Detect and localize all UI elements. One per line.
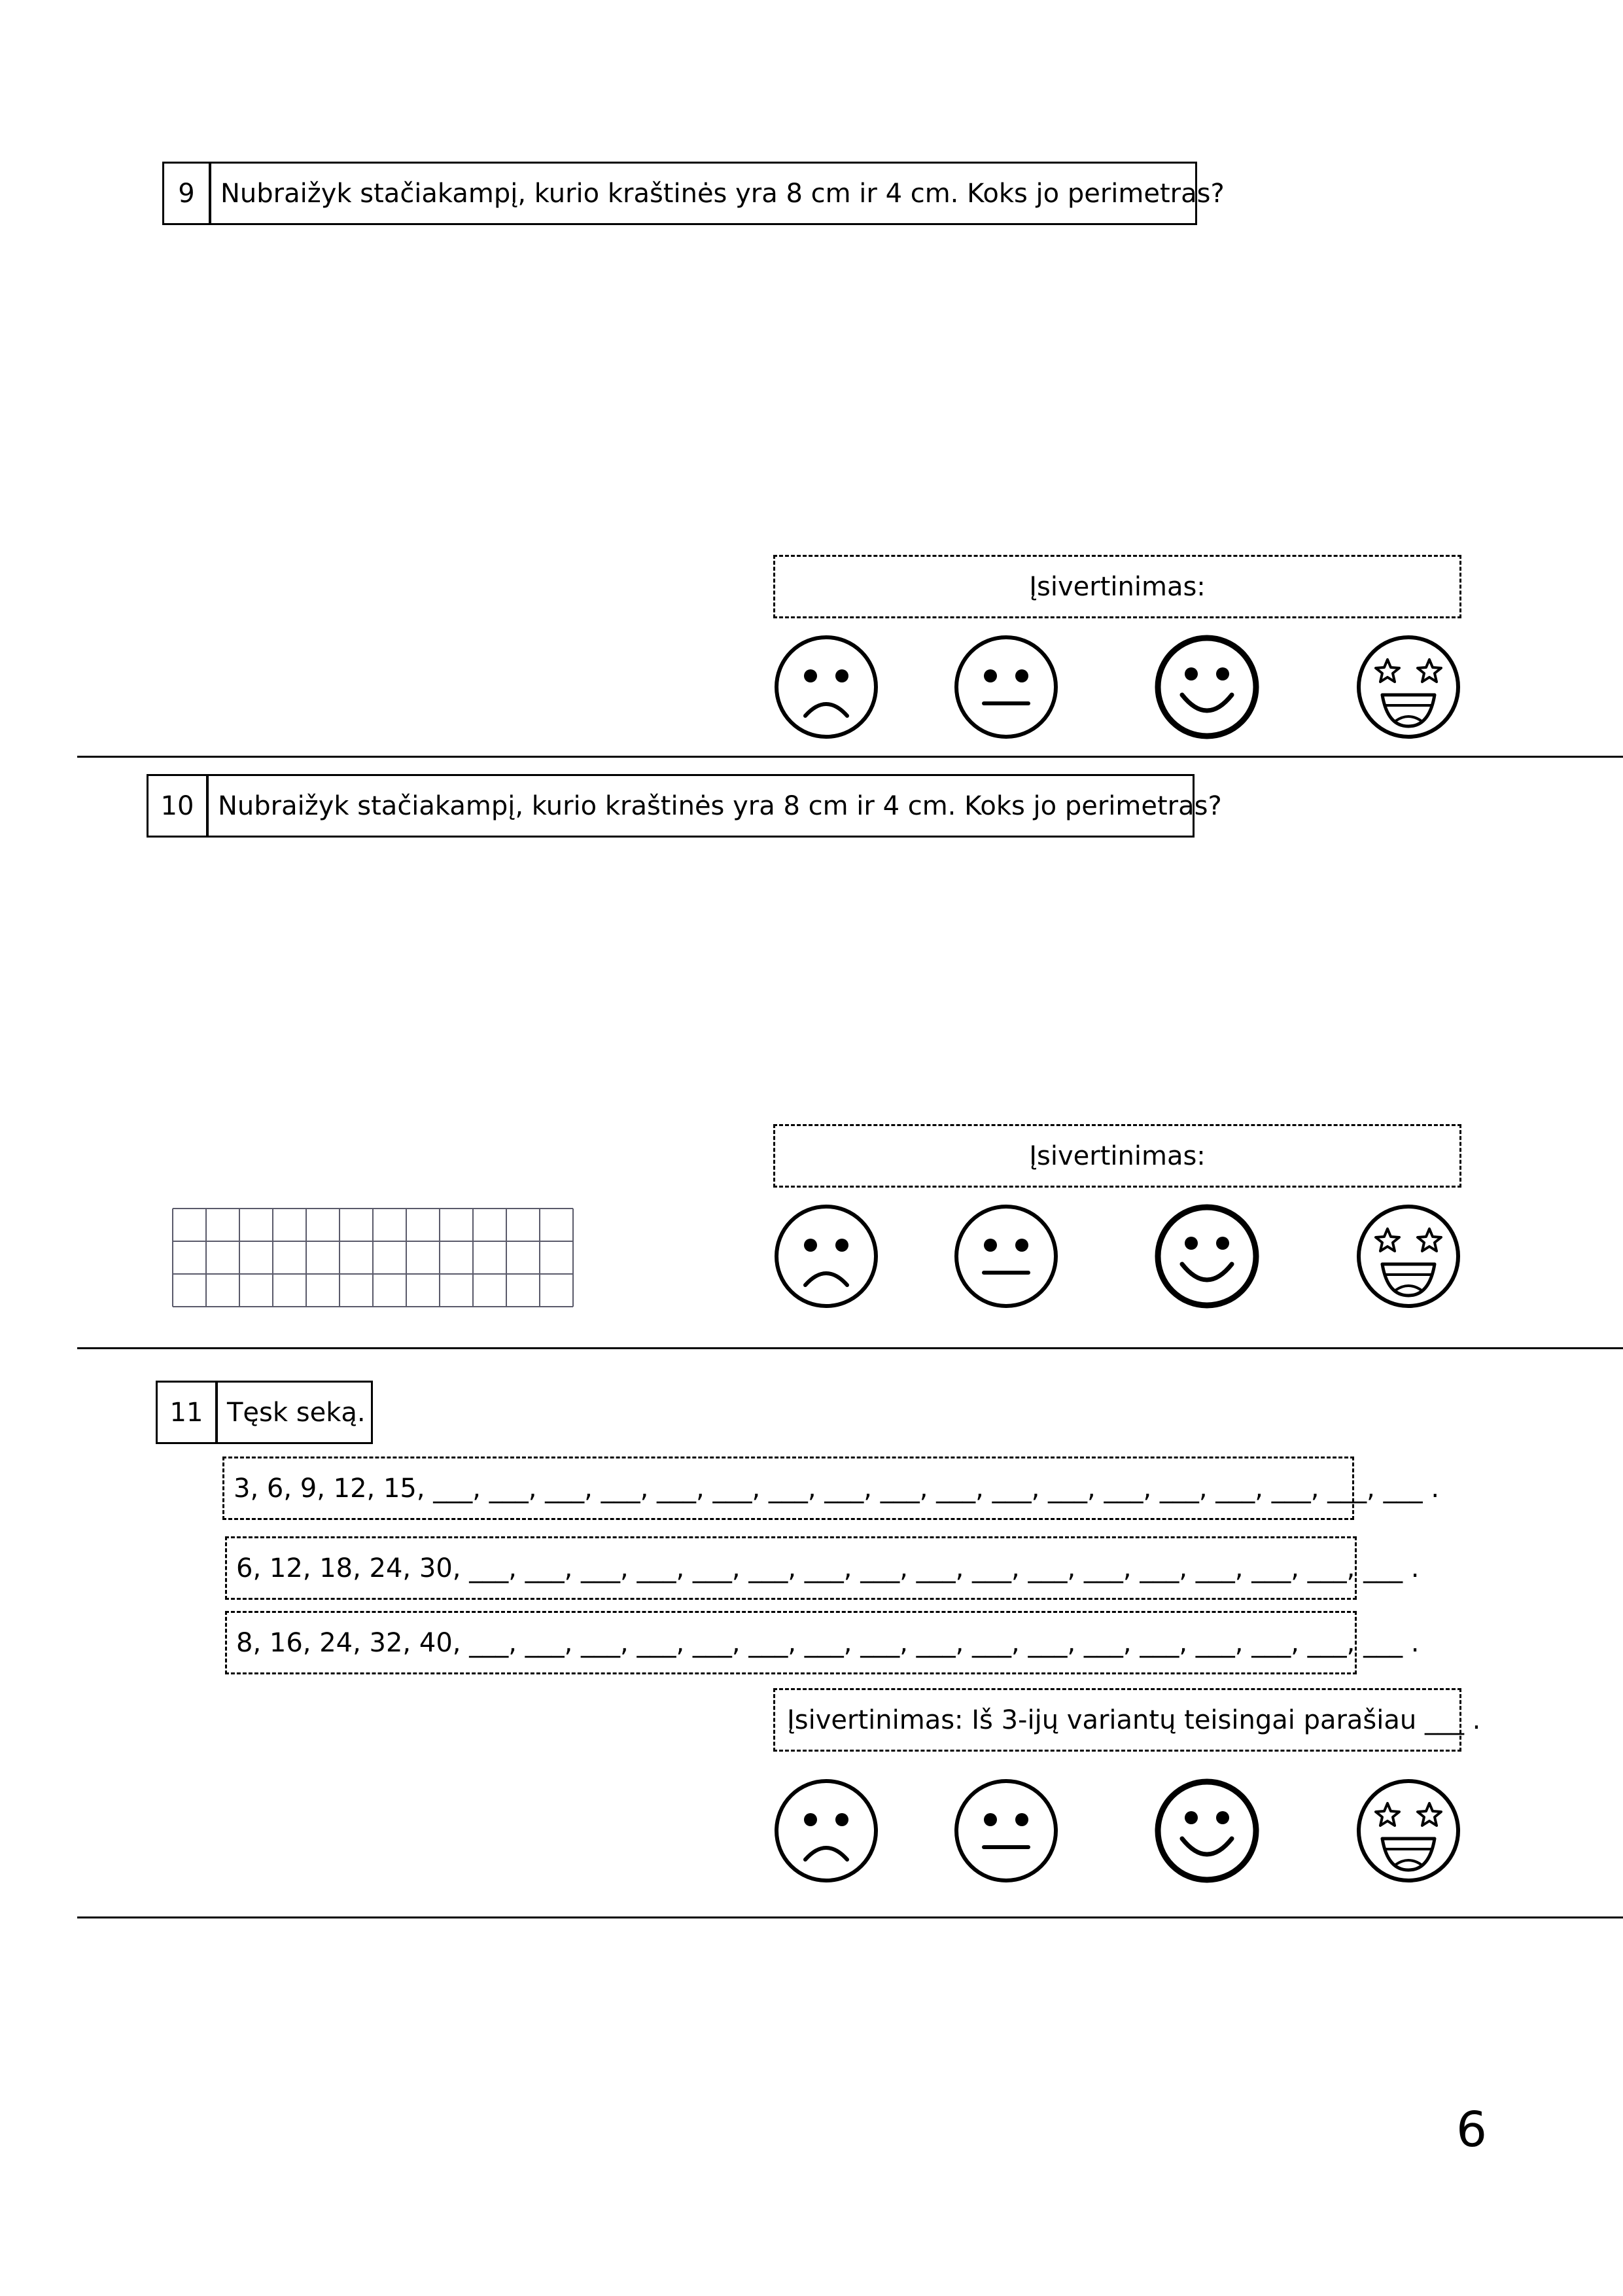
neutral-face-icon[interactable]: [954, 1778, 1058, 1883]
task-question-text: Nubraižyk stačiakampį, kurio kraštinės yra 8 cm ir 4 cm. Koks jo perimetras?: [218, 790, 1222, 821]
task-number-text: 9: [178, 178, 195, 209]
self-assessment-label: Įsivertinimas:: [1029, 1140, 1206, 1171]
sequence-row-2[interactable]: [225, 1536, 1420, 1600]
sequence-row-3[interactable]: [225, 1611, 1420, 1674]
smiling-face-icon[interactable]: [1155, 1778, 1259, 1883]
smiling-face-icon[interactable]: [1155, 635, 1259, 739]
task-question-10: [207, 774, 1222, 838]
task-number-10: [147, 774, 208, 838]
task-question-9: [209, 162, 1225, 225]
sequence-row-1[interactable]: [222, 1457, 1440, 1520]
self-assessment-box-9: [773, 555, 1461, 618]
self-assessment-box-11[interactable]: [773, 1688, 1481, 1752]
neutral-face-icon[interactable]: [954, 1204, 1058, 1309]
page-number: [1456, 2102, 1487, 2158]
self-assessment-label: Įsivertinimas:: [1029, 571, 1206, 602]
task-number-text: 10: [160, 790, 194, 821]
sad-face-icon[interactable]: [774, 1778, 879, 1883]
star-eyes-face-icon[interactable]: [1356, 635, 1461, 739]
neutral-face-icon[interactable]: [954, 635, 1058, 739]
self-assessment-label: Įsivertinimas: Iš 3-ijų variantų teisingai parašiau ___ .: [787, 1704, 1481, 1735]
sad-face-icon[interactable]: [774, 1204, 879, 1309]
sequence-text: 6, 12, 18, 24, 30, ___, ___, ___, ___, ___, ___, ___, ___, ___, ___, ___, ___, ___, ___, ___, ___, ___ .: [236, 1553, 1420, 1583]
star-eyes-face-icon[interactable]: [1356, 1778, 1461, 1883]
drawing-grid: [171, 1207, 574, 1308]
task-number-11: [156, 1381, 217, 1444]
smiling-face-icon[interactable]: [1155, 1204, 1259, 1309]
sad-face-icon[interactable]: [774, 635, 879, 739]
star-eyes-face-icon[interactable]: [1356, 1204, 1461, 1309]
section-divider: [77, 1916, 1623, 1918]
section-divider: [77, 756, 1623, 758]
task-number-text: 11: [169, 1397, 203, 1428]
page-number-text: 6: [1456, 2102, 1488, 2158]
task-number-9: [162, 162, 211, 225]
task-question-text: Tęsk seką.: [227, 1397, 366, 1428]
sequence-text: 3, 6, 9, 12, 15, ___, ___, ___, ___, ___, ___, ___, ___, ___, ___, ___, ___, ___, ___, ___, ___, ___, ___ .: [234, 1473, 1440, 1504]
section-divider: [77, 1347, 1623, 1349]
self-assessment-box-10: [773, 1124, 1461, 1188]
task-question-11: [216, 1381, 373, 1444]
task-question-text: Nubraižyk stačiakampį, kurio kraštinės yra 8 cm ir 4 cm. Koks jo perimetras?: [220, 178, 1225, 209]
sequence-text: 8, 16, 24, 32, 40, ___, ___, ___, ___, ___, ___, ___, ___, ___, ___, ___, ___, ___, ___, ___, ___, ___ .: [236, 1627, 1420, 1658]
